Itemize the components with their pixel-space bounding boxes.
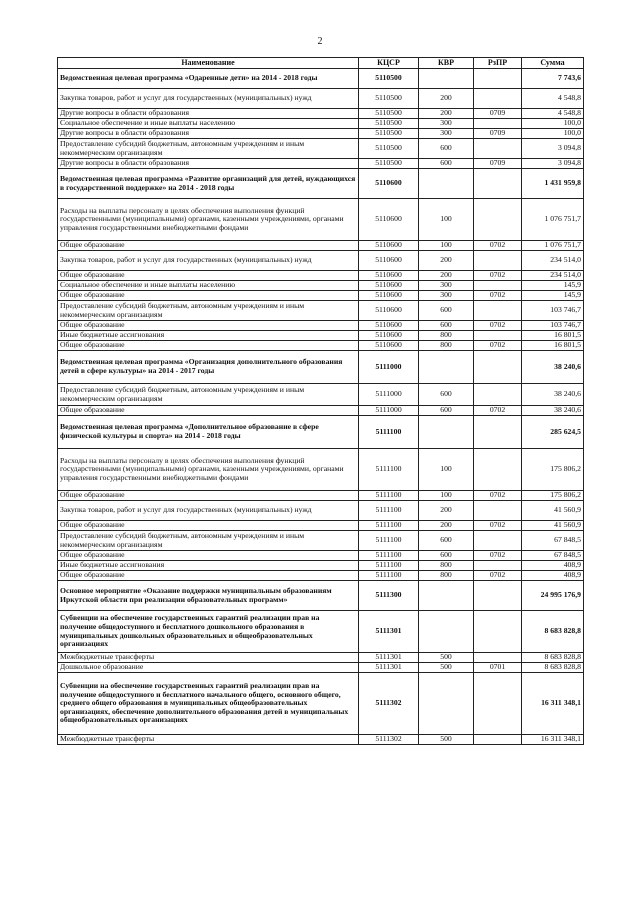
table-row <box>58 653 584 663</box>
cell-rzpr <box>474 89 522 109</box>
cell-rzpr <box>474 581 522 611</box>
cell-rzpr <box>474 301 522 321</box>
cell-kcsr: 5111100 <box>359 491 419 501</box>
table-row <box>58 119 584 129</box>
cell-rzpr: 0702 <box>474 321 522 331</box>
cell-rzpr <box>474 384 522 406</box>
cell-kcsr: 5111301 <box>359 611 419 653</box>
table-row <box>58 501 584 521</box>
table-row <box>58 663 584 673</box>
cell-rzpr: 0702 <box>474 571 522 581</box>
cell-name: Общее образование <box>58 551 359 561</box>
cell-kvr: 600 <box>419 321 474 331</box>
cell-rzpr <box>474 735 522 745</box>
cell-kvr: 100 <box>419 199 474 241</box>
cell-name: Закупка товаров, работ и услуг для государственных (муниципальных) нужд <box>58 89 359 109</box>
cell-kcsr: 5111302 <box>359 735 419 745</box>
table-row <box>58 291 584 301</box>
cell-name: Расходы на выплаты персоналу в целях обеспечения выполнения функций государственными (муниципальными) органами, казенными учреждениями, органами управления государственными внебюджетными фондами <box>58 449 359 491</box>
cell-sum: 100,0 <box>522 129 584 139</box>
table-row <box>58 351 584 384</box>
cell-kvr: 200 <box>419 109 474 119</box>
table-row <box>58 251 584 271</box>
cell-kvr: 600 <box>419 159 474 169</box>
cell-sum: 234 514,0 <box>522 251 584 271</box>
cell-rzpr <box>474 351 522 384</box>
cell-kcsr: 5110500 <box>359 89 419 109</box>
cell-name: Общее образование <box>58 341 359 351</box>
header-sum: Сумма <box>522 58 584 69</box>
cell-sum: 24 995 176,9 <box>522 581 584 611</box>
table-row <box>58 416 584 449</box>
cell-name: Субвенции на обеспечение государственных гарантий реализации прав на получение общедоступного и бесплатного дошкольного образования в муниципальных дошкольных образовательных и общеобразовательных организациях <box>58 611 359 653</box>
cell-kcsr: 5110600 <box>359 169 419 199</box>
cell-name: Предоставление субсидий бюджетным, автономным учреждениям и иным некоммерческим организациям <box>58 531 359 551</box>
header-name: Наименование <box>58 58 359 69</box>
cell-kcsr: 5110600 <box>359 341 419 351</box>
cell-sum: 145,9 <box>522 291 584 301</box>
cell-name: Иные бюджетные ассигнования <box>58 561 359 571</box>
header-kcsr: КЦСР <box>359 58 419 69</box>
cell-sum: 38 240,6 <box>522 351 584 384</box>
cell-sum: 103 746,7 <box>522 301 584 321</box>
cell-kcsr: 5111302 <box>359 673 419 735</box>
cell-name: Общее образование <box>58 241 359 251</box>
cell-kvr: 500 <box>419 663 474 673</box>
cell-name: Общее образование <box>58 491 359 501</box>
cell-sum: 8 683 828,8 <box>522 653 584 663</box>
cell-sum: 4 548,8 <box>522 109 584 119</box>
cell-kcsr: 5111100 <box>359 521 419 531</box>
cell-name: Общее образование <box>58 406 359 416</box>
cell-kvr: 800 <box>419 561 474 571</box>
cell-sum: 67 848,5 <box>522 551 584 561</box>
cell-sum: 38 240,6 <box>522 384 584 406</box>
cell-rzpr <box>474 69 522 89</box>
table-row <box>58 301 584 321</box>
cell-name: Общее образование <box>58 321 359 331</box>
cell-kcsr: 5110600 <box>359 251 419 271</box>
cell-kcsr: 5111300 <box>359 581 419 611</box>
cell-rzpr <box>474 199 522 241</box>
cell-kcsr: 5110600 <box>359 301 419 321</box>
cell-sum: 16 801,5 <box>522 341 584 351</box>
cell-kvr: 300 <box>419 281 474 291</box>
cell-name: Межбюджетные трансферты <box>58 653 359 663</box>
table-row <box>58 673 584 735</box>
cell-name: Другие вопросы в области образования <box>58 129 359 139</box>
cell-kvr: 500 <box>419 653 474 663</box>
cell-kvr: 300 <box>419 119 474 129</box>
cell-name: Субвенции на обеспечение государственных гарантий реализации прав на получение общедоступного и бесплатного начального общего, основного общего, среднего общего образования в муниципальных общеобразовательных организациях, обеспечение дополнительного образования детей в муниципальных общеобразовательных организациях <box>58 673 359 735</box>
cell-kvr: 300 <box>419 129 474 139</box>
cell-sum: 7 743,6 <box>522 69 584 89</box>
table-row <box>58 69 584 89</box>
cell-sum: 408,9 <box>522 571 584 581</box>
cell-name: Ведомственная целевая программа «Развитие организаций для детей, нуждающихся в государственной поддержке» на 2014 - 2018 годы <box>58 169 359 199</box>
table-row <box>58 159 584 169</box>
header-kvr: КВР <box>419 58 474 69</box>
table-row <box>58 341 584 351</box>
table-header-row <box>58 58 584 69</box>
table-row <box>58 331 584 341</box>
table-row <box>58 89 584 109</box>
table-row <box>58 109 584 119</box>
cell-rzpr: 0702 <box>474 271 522 281</box>
cell-kvr: 600 <box>419 406 474 416</box>
budget-table <box>57 57 584 745</box>
table-row <box>58 611 584 653</box>
cell-kcsr: 5111301 <box>359 653 419 663</box>
cell-sum: 175 806,2 <box>522 491 584 501</box>
cell-rzpr: 0701 <box>474 663 522 673</box>
cell-name: Расходы на выплаты персоналу в целях обеспечения выполнения функций государственными (муниципальными) органами, казенными учреждениями, органами управления государственными внебюджетными фондами <box>58 199 359 241</box>
cell-kcsr: 5110600 <box>359 199 419 241</box>
cell-kcsr: 5110600 <box>359 271 419 281</box>
cell-kvr: 600 <box>419 384 474 406</box>
cell-kcsr: 5111100 <box>359 416 419 449</box>
cell-name: Ведомственная целевая программа «Одаренные дети» на 2014 - 2018 годы <box>58 69 359 89</box>
cell-rzpr <box>474 673 522 735</box>
cell-sum: 1 431 959,8 <box>522 169 584 199</box>
cell-name: Закупка товаров, работ и услуг для государственных (муниципальных) нужд <box>58 501 359 521</box>
cell-rzpr: 0702 <box>474 551 522 561</box>
table-row <box>58 531 584 551</box>
cell-sum: 16 311 348,1 <box>522 735 584 745</box>
cell-kvr: 200 <box>419 501 474 521</box>
cell-rzpr: 0709 <box>474 129 522 139</box>
cell-rzpr <box>474 416 522 449</box>
cell-kvr: 600 <box>419 551 474 561</box>
cell-kcsr: 5110600 <box>359 291 419 301</box>
cell-kvr: 200 <box>419 521 474 531</box>
cell-kcsr: 5111000 <box>359 351 419 384</box>
cell-name: Другие вопросы в области образования <box>58 109 359 119</box>
cell-kcsr: 5110500 <box>359 119 419 129</box>
cell-kvr: 300 <box>419 291 474 301</box>
cell-kvr <box>419 169 474 199</box>
cell-kvr: 200 <box>419 89 474 109</box>
cell-sum: 103 746,7 <box>522 321 584 331</box>
cell-kcsr: 5111000 <box>359 406 419 416</box>
cell-kcsr: 5111301 <box>359 663 419 673</box>
table-row <box>58 139 584 159</box>
cell-sum: 145,9 <box>522 281 584 291</box>
table-row <box>58 521 584 531</box>
cell-rzpr: 0702 <box>474 241 522 251</box>
cell-name: Ведомственная целевая программа «Дополнительное образование в сфере физической культуры и спорта» на 2014 - 2018 годы <box>58 416 359 449</box>
cell-rzpr: 0702 <box>474 521 522 531</box>
table-body <box>58 69 584 745</box>
cell-name: Предоставление субсидий бюджетным, автономным учреждениям и иным некоммерческим организациям <box>58 139 359 159</box>
cell-kcsr: 5110600 <box>359 241 419 251</box>
table-row <box>58 169 584 199</box>
cell-name: Межбюджетные трансферты <box>58 735 359 745</box>
cell-name: Общее образование <box>58 271 359 281</box>
cell-kcsr: 5111100 <box>359 449 419 491</box>
cell-kvr: 100 <box>419 491 474 501</box>
cell-rzpr <box>474 139 522 159</box>
cell-sum: 100,0 <box>522 119 584 129</box>
cell-kvr: 100 <box>419 449 474 491</box>
cell-kcsr: 5111000 <box>359 384 419 406</box>
cell-rzpr <box>474 331 522 341</box>
cell-kcsr: 5110500 <box>359 159 419 169</box>
cell-sum: 1 076 751,7 <box>522 241 584 251</box>
table-row <box>58 449 584 491</box>
table-row <box>58 735 584 745</box>
cell-kcsr: 5111100 <box>359 561 419 571</box>
cell-kvr: 100 <box>419 241 474 251</box>
cell-kcsr: 5111100 <box>359 501 419 521</box>
cell-sum: 408,9 <box>522 561 584 571</box>
cell-kvr: 200 <box>419 251 474 271</box>
cell-rzpr <box>474 251 522 271</box>
cell-sum: 234 514,0 <box>522 271 584 281</box>
cell-kvr: 500 <box>419 735 474 745</box>
cell-kcsr: 5110500 <box>359 139 419 159</box>
table-row <box>58 551 584 561</box>
table-row <box>58 281 584 291</box>
cell-kvr <box>419 673 474 735</box>
table-row <box>58 406 584 416</box>
cell-name: Закупка товаров, работ и услуг для государственных (муниципальных) нужд <box>58 251 359 271</box>
cell-sum: 16 311 348,1 <box>522 673 584 735</box>
cell-rzpr: 0702 <box>474 291 522 301</box>
table-row <box>58 271 584 281</box>
cell-sum: 4 548,8 <box>522 89 584 109</box>
cell-rzpr: 0702 <box>474 406 522 416</box>
cell-sum: 8 683 828,8 <box>522 663 584 673</box>
table-row <box>58 384 584 406</box>
cell-name: Общее образование <box>58 571 359 581</box>
cell-kcsr: 5111100 <box>359 551 419 561</box>
cell-sum: 38 240,6 <box>522 406 584 416</box>
cell-sum: 175 806,2 <box>522 449 584 491</box>
cell-rzpr <box>474 531 522 551</box>
table-row <box>58 491 584 501</box>
cell-sum: 41 560,9 <box>522 501 584 521</box>
cell-name: Социальное обеспечение и иные выплаты населению <box>58 281 359 291</box>
cell-name: Другие вопросы в области образования <box>58 159 359 169</box>
cell-rzpr <box>474 119 522 129</box>
table-row <box>58 129 584 139</box>
cell-kcsr: 5110600 <box>359 321 419 331</box>
cell-sum: 8 683 828,8 <box>522 611 584 653</box>
cell-kvr: 800 <box>419 331 474 341</box>
cell-name: Социальное обеспечение и иные выплаты населению <box>58 119 359 129</box>
cell-rzpr <box>474 449 522 491</box>
cell-rzpr: 0702 <box>474 341 522 351</box>
cell-kcsr: 5110500 <box>359 69 419 89</box>
cell-kvr: 600 <box>419 301 474 321</box>
cell-sum: 67 848,5 <box>522 531 584 551</box>
table-row <box>58 581 584 611</box>
cell-kvr <box>419 581 474 611</box>
cell-name: Общее образование <box>58 521 359 531</box>
cell-sum: 1 076 751,7 <box>522 199 584 241</box>
cell-rzpr <box>474 169 522 199</box>
cell-kvr: 200 <box>419 271 474 281</box>
cell-kvr: 600 <box>419 531 474 551</box>
cell-kcsr: 5110600 <box>359 281 419 291</box>
cell-name: Предоставление субсидий бюджетным, автономным учреждениям и иным некоммерческим организациям <box>58 384 359 406</box>
cell-kvr: 800 <box>419 341 474 351</box>
cell-kcsr: 5110600 <box>359 331 419 341</box>
cell-kvr: 600 <box>419 139 474 159</box>
cell-kcsr: 5111100 <box>359 531 419 551</box>
cell-rzpr <box>474 561 522 571</box>
cell-name: Ведомственная целевая программа «Организация дополнительного образования детей в сфере культуры» на 2014 - 2017 годы <box>58 351 359 384</box>
cell-kvr <box>419 416 474 449</box>
cell-kcsr: 5110500 <box>359 129 419 139</box>
table-row <box>58 199 584 241</box>
cell-kvr <box>419 69 474 89</box>
page-number: 2 <box>317 36 323 47</box>
cell-rzpr: 0709 <box>474 109 522 119</box>
cell-rzpr: 0702 <box>474 491 522 501</box>
cell-kvr: 800 <box>419 571 474 581</box>
cell-name: Иные бюджетные ассигнования <box>58 331 359 341</box>
table-row <box>58 321 584 331</box>
header-rzpr: РзПР <box>474 58 522 69</box>
cell-rzpr <box>474 653 522 663</box>
cell-rzpr: 0709 <box>474 159 522 169</box>
cell-name: Предоставление субсидий бюджетным, автономным учреждениям и иным некоммерческим организациям <box>58 301 359 321</box>
table-row <box>58 241 584 251</box>
cell-sum: 3 094,8 <box>522 139 584 159</box>
cell-kcsr: 5110500 <box>359 109 419 119</box>
cell-name: Дошкольное образование <box>58 663 359 673</box>
cell-sum: 3 094,8 <box>522 159 584 169</box>
cell-name: Основное мероприятие «Оказание поддержки муниципальным образованиям Иркутской области при реализации образовательных программ» <box>58 581 359 611</box>
cell-kvr <box>419 351 474 384</box>
table-row <box>58 561 584 571</box>
cell-rzpr <box>474 501 522 521</box>
cell-sum: 16 801,5 <box>522 331 584 341</box>
cell-sum: 41 560,9 <box>522 521 584 531</box>
cell-rzpr <box>474 611 522 653</box>
cell-kvr <box>419 611 474 653</box>
cell-rzpr <box>474 281 522 291</box>
cell-name: Общее образование <box>58 291 359 301</box>
table-row <box>58 571 584 581</box>
cell-kcsr: 5111100 <box>359 571 419 581</box>
cell-sum: 285 624,5 <box>522 416 584 449</box>
